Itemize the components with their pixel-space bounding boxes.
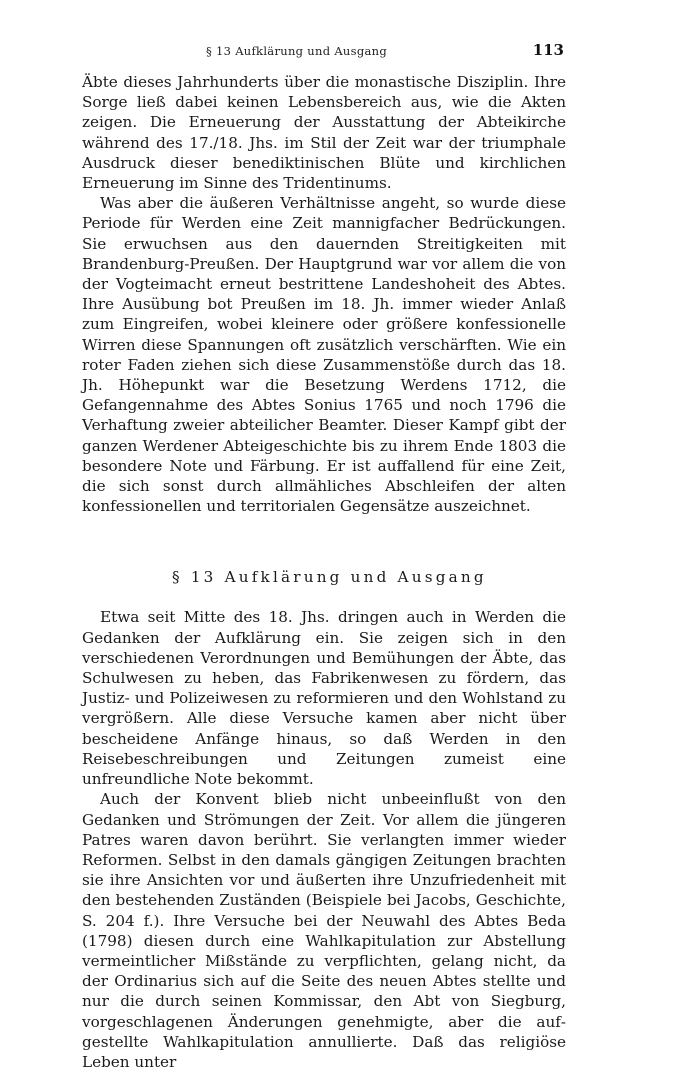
page-number: 113 — [532, 41, 564, 59]
paragraph: Was aber die äußeren Verhältnisse angeht, so wurde diese Periode für Werden eine Zeit mannigfacher Bedrückungen. Sie erwuchsen aus den dauernden Streitigkeiten mit Brandenburg-Preußen. Der Hauptgrund war vor allem die von der Vogteimacht erneut bestrittene Landeshoheit des Abtes. Ihre Ausübung bot Preußen im 18. Jh. immer wieder Anlaß zum Eingreifen, wobei kleinere oder größere konfessionelle Wirren diese Spannungen oft zusätzlich verschärften. Wie ein roter Faden ziehen sich diese Zusammenstöße durch das 18. Jh. Höhepunkt war die Besetzung Werdens 1712, die Gefangennahme des Abtes Sonius 1765 und noch 1796 die Verhaftung zweier abteilicher Beamter. Dieser Kampf gibt der ganzen Werdener Abteigeschichte bis zu ihrem Ende 1803 die besondere Note und Färbung. Er ist auffallend für eine Zeit, die sich sonst durch allmähliches Abschleifen der alten konfessionellen und territorialen Gegensätze auszeichnet. — [82, 194, 566, 516]
paragraph: Äbte dieses Jahrhunderts über die monastische Disziplin. Ihre Sorge ließ dabei keinen Lebensbereich aus, wie die Akten zeigen. Die Erneuerung der Ausstattung der Abteikirche während des 17./18. Jhs. im Stil der Zeit war der triumphale Ausdruck dieser benediktinischen Blüte und kirchlichen Erneuerung im Sinne des Tridentinums. — [82, 73, 566, 193]
book-page — [82, 40, 566, 1072]
running-title: § 13 Aufklärung und Ausgang — [206, 44, 388, 58]
section-heading: § 13 Aufklärung und Ausgang — [172, 568, 487, 587]
paragraph: Etwa seit Mitte des 18. Jhs. dringen auch in Werden die Gedanken der Aufklärung ein. Sie zeigen sich in den verschiedenen Verordnungen und Bemühungen der Äbte, das Schulwesen zu heben, das Fabrikenwesen zu fördern, das Justiz- und Polizeiwesen zu reformieren und den Wohlstand zu vergrößern. Alle diese Versuche kamen aber nicht über bescheidene Anfänge hinaus, so daß Werden in den Reisebeschreibungen und Zeitungen zumeist eine unfreundliche Note bekommt. — [82, 608, 566, 789]
paragraph: Auch der Konvent blieb nicht unbeeinflußt von den Gedanken und Strömungen der Zeit. Vor allem die jüngeren Patres waren davon berührt. Sie verlangten immer wieder Reformen. Selbst in den damals gängigen Zeitungen brachten sie ihre Ansichten vor und äußerten ihre Unzufriedenheit mit den bestehenden Zuständen (Beispiele bei Jacobs, Geschichte, S. 204 f.). Ihre Versuche bei der Neuwahl des Abtes Beda (1798) diesen durch eine Wahlkapitulation zur Abstellung vermeintlicher Mißstände zu verpflichten, gelang nicht, da der Ordinarius sich auf die Seite des neuen Abtes stellte und nur die durch seinen Kommissar, den Abt von Siegburg, vorgeschlagenen Änderungen genehmigte, aber die aufgestellte Wahlkapitulation annullierte. Daß das religiöse Leben unter — [82, 790, 566, 1071]
text-block-before-section — [82, 72, 566, 516]
text-block-after-section — [82, 607, 566, 1072]
running-head — [82, 40, 566, 66]
